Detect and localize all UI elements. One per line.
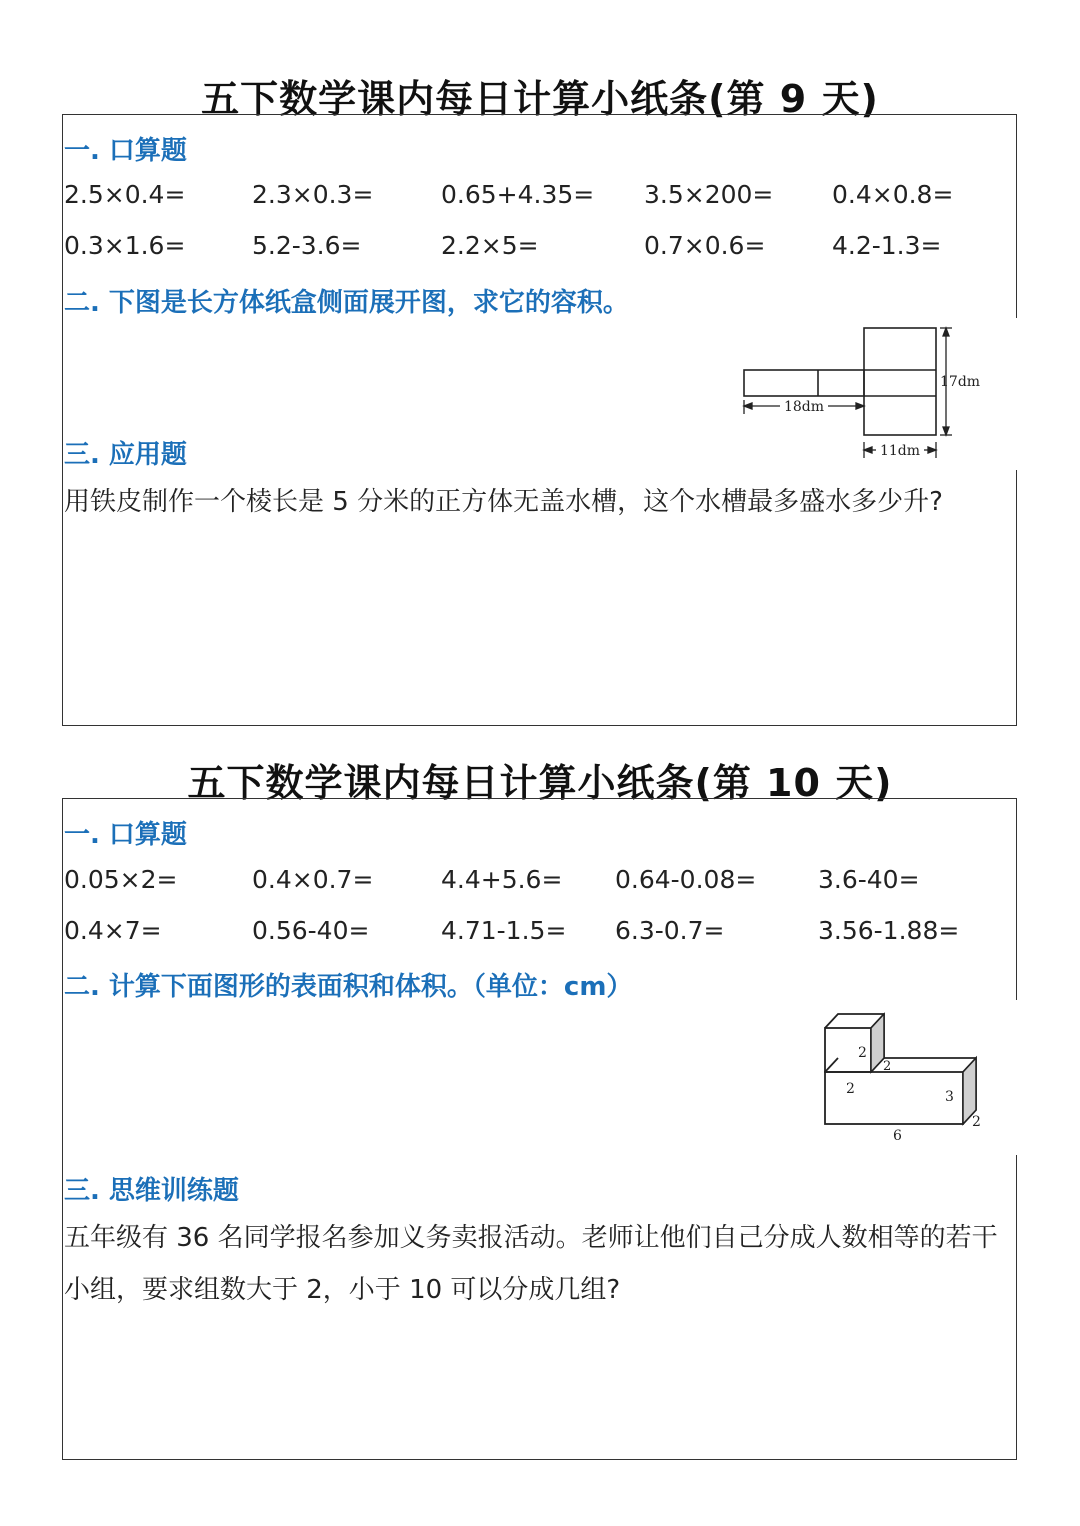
net-label-height: 17dm	[940, 374, 981, 390]
day10-section2-heading: 二. 计算下面图形的表面积和体积。（单位：cm）	[64, 972, 633, 1002]
box-label-right: 3	[945, 1089, 954, 1105]
calc-item: 2.3×0.3=	[252, 180, 374, 209]
calc-item: 0.3×1.6=	[64, 231, 186, 260]
day10-section1-heading: 一. 口算题	[64, 820, 187, 850]
calc-item: 5.2-3.6=	[252, 231, 362, 260]
box-label-depth: 2	[972, 1114, 981, 1130]
calc-item: 3.6-40=	[818, 865, 920, 894]
cube-label-front: 2	[858, 1045, 867, 1061]
day9-section3-heading: 三. 应用题	[64, 440, 187, 470]
calc-item: 0.4×0.8=	[832, 180, 954, 209]
calc-item: 0.4×0.7=	[252, 865, 374, 894]
day10-title: 五下数学课内每日计算小纸条(第 10 天)	[187, 761, 893, 805]
net-label-depth: 11dm	[879, 443, 921, 459]
calc-item: 2.5×0.4=	[64, 180, 186, 209]
calc-item: 6.3-0.7=	[615, 916, 725, 945]
solid-figure	[800, 1000, 1020, 1155]
box-label-height: 2	[846, 1081, 855, 1097]
day9-problem-text: 用铁皮制作一个棱长是 5 分米的正方体无盖水槽，这个水槽最多盛水多少升?	[64, 487, 943, 517]
day9-section1-heading: 一. 口算题	[64, 136, 187, 166]
calc-item: 0.4×7=	[64, 916, 162, 945]
day9-title: 五下数学课内每日计算小纸条(第 9 天)	[201, 77, 879, 121]
box-label-length: 6	[893, 1128, 902, 1144]
calc-item: 0.05×2=	[64, 865, 178, 894]
calc-item: 0.56-40=	[252, 916, 370, 945]
calc-item: 4.4+5.6=	[441, 865, 563, 894]
box-net-figure	[730, 318, 1020, 470]
net-label-width: 18dm	[783, 399, 825, 415]
calc-item: 0.7×0.6=	[644, 231, 766, 260]
calc-item: 4.2-1.3=	[832, 231, 942, 260]
calc-item: 0.65+4.35=	[441, 180, 595, 209]
cube-label-side: 2	[883, 1059, 892, 1074]
day10-problem-text: 五年级有 36 名同学报名参加义务卖报活动。老师让他们自己分成人数相等的若干小组，要求组数大于 2，小于 10 可以分成几组?	[64, 1223, 998, 1305]
calc-item: 4.71-1.5=	[441, 916, 567, 945]
day10-section3-heading: 三. 思维训练题	[64, 1176, 239, 1206]
calc-item: 3.5×200=	[644, 180, 774, 209]
calc-item: 3.56-1.88=	[818, 916, 960, 945]
calc-item: 0.64-0.08=	[615, 865, 757, 894]
calc-item: 2.2×5=	[441, 231, 539, 260]
day9-section2-heading: 二. 下图是长方体纸盒侧面展开图，求它的容积。	[64, 288, 629, 318]
